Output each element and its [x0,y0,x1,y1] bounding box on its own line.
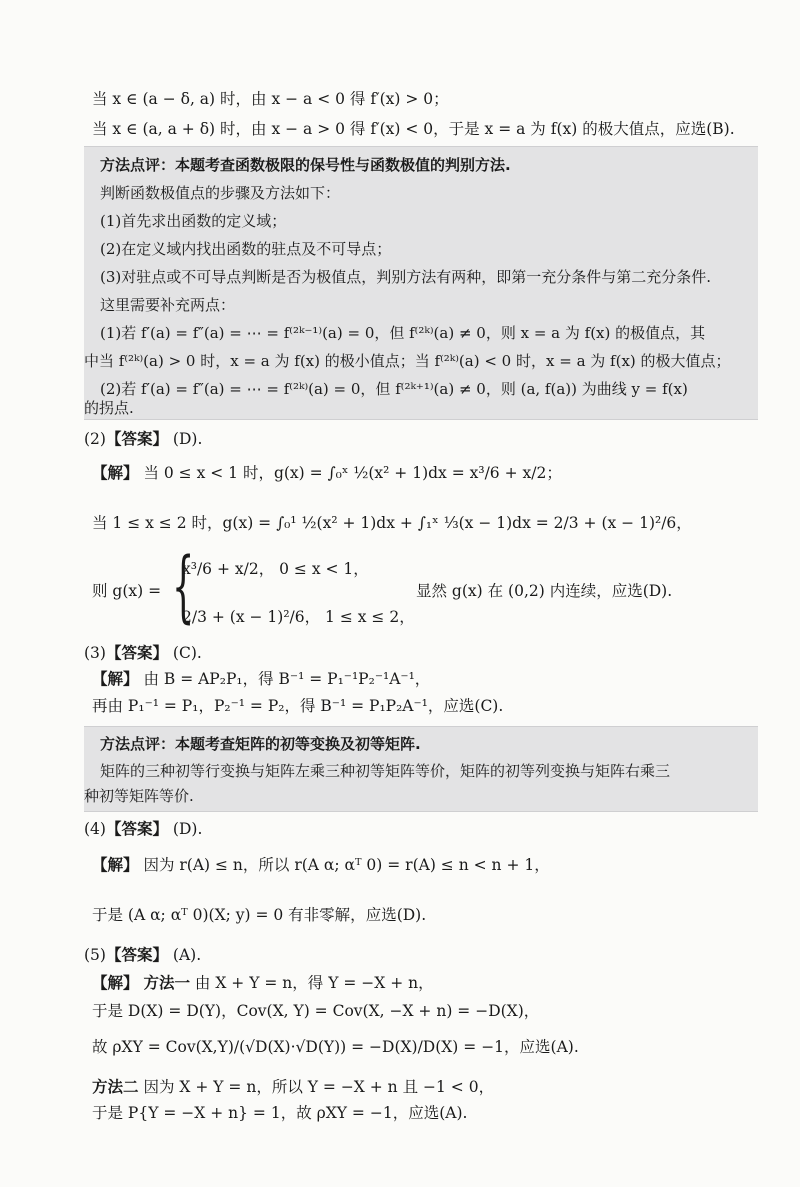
answer-line [84,642,202,664]
question-number: (5) [84,946,106,964]
question-number: (2) [84,430,106,448]
method-label: 方法一 [143,974,190,992]
top-line-2: 当 x ∈ (a, a + δ) 时，由 x − a > 0 得 f′(x) < 0，于是 x = a 为 f(x) 的极大值点，应选(B). [92,120,735,138]
answer-line [84,428,202,450]
solution-label: 【解】 [92,670,139,688]
answer-label: 【答案】 [105,820,168,838]
solution-text: 由 X + Y = n，得 Y = −X + n， [194,974,434,992]
solution-label: 【解】 [92,974,139,992]
method-comment-box-2 [84,726,758,812]
solution-line-2: 于是 (A α; αᵀ 0)(X; y) = 0 有非零解，应选(D). [92,906,427,924]
comment-text: (1)首先求出函数的定义域； [100,212,287,230]
solution-line-1 [92,972,434,994]
solution-label: 【解】 [92,856,139,874]
solution-line-3: 故 ρXY = Cov(X,Y)/(√D(X)·√D(Y)) = −D(X)/D(X) = −1，应选(A). [92,1038,579,1056]
question-number: (4) [84,820,106,838]
solution-text: 当 0 ≤ x < 1 时，g(x) = ∫₀ˣ ½(x² + 1)dx = x³/6 + x/2； [143,464,562,482]
comment-text: (1)若 f′(a) = f″(a) = ⋯ = f⁽²ᵏ⁻¹⁾(a) = 0，但 f⁽²ᵏ⁾(a) ≠ 0，则 x = a 为 f(x) 的极值点，其 [100,324,706,342]
question-number: (3) [84,644,106,662]
left-brace: { [172,542,195,632]
answer-value: (D). [172,430,203,448]
comment-text: (2)在定义域内找出函数的驻点及不可导点； [100,240,392,258]
answer-label: 【答案】 [105,946,168,964]
method-label: 方法二 [92,1078,139,1096]
method-comment-box-1 [84,146,758,420]
solution-text: 因为 X + Y = n，所以 Y = −X + n 且 −1 < 0， [143,1078,495,1096]
solution-line-2: 于是 D(X) = D(Y)，Cov(X, Y) = Cov(X, −X + n) = −D(X)， [92,1002,540,1020]
comment-title: 方法点评：本题考查矩阵的初等变换及初等矩阵. [100,735,421,753]
solution-label: 【解】 [92,464,139,482]
answer-value: (D). [172,820,203,838]
solution-line-1 [92,854,550,876]
piecewise-case-1: x³/6 + x/2， 0 ≤ x < 1， [182,560,369,578]
solution-line-1 [92,668,430,690]
answer-value: (A). [172,946,202,964]
answer-value: (C). [172,644,202,662]
comment-text: 判断函数极值点的步骤及方法如下： [100,184,341,202]
answer-label: 【答案】 [105,644,168,662]
comment-text: 种初等矩阵等价. [84,787,194,805]
comment-text: 中当 f⁽²ᵏ⁾(a) > 0 时，x = a 为 f(x) 的极小值点；当 f⁽²ᵏ⁾(a) < 0 时，x = a 为 f(x) 的极大值点； [84,352,731,370]
comment-text: (3)对驻点或不可导点判断是否为极值点，判别方法有两种，即第一充分条件与第二充分条件. [100,268,712,286]
piecewise-prefix: 则 g(x) = [92,582,162,600]
solution-text: 因为 r(A) ≤ n，所以 r(A α; αᵀ 0) = r(A) ≤ n < n + 1， [143,856,550,874]
solution-line-2: 再由 P₁⁻¹ = P₁，P₂⁻¹ = P₂，得 B⁻¹ = P₁P₂A⁻¹，应选(C). [92,697,504,715]
comment-title: 方法点评：本题考查函数极限的保号性与函数极值的判别方法. [100,156,511,174]
comment-text: 矩阵的三种初等行变换与矩阵左乘三种初等矩阵等价，矩阵的初等列变换与矩阵右乘三 [100,762,671,780]
solution-line-1 [92,462,562,484]
solution-text: 由 B = AP₂P₁，得 B⁻¹ = P₁⁻¹P₂⁻¹A⁻¹， [143,670,431,688]
solution-line-2: 当 1 ≤ x ≤ 2 时，g(x) = ∫₀¹ ½(x² + 1)dx + ∫₁ˣ ⅓(x − 1)dx = 2/3 + (x − 1)²/6， [92,514,692,532]
solution-line-4 [92,1076,494,1098]
comment-text: 的拐点. [84,399,134,417]
piecewise-case-2: 2/3 + (x − 1)²/6， 1 ≤ x ≤ 2， [182,608,415,626]
comment-text: 这里需要补充两点： [100,296,236,314]
piecewise-suffix: 显然 g(x) 在 (0,2) 内连续，应选(D). [416,582,673,600]
answer-line [84,944,201,966]
comment-text: (2)若 f′(a) = f″(a) = ⋯ = f⁽²ᵏ⁾(a) = 0，但 f⁽²ᵏ⁺¹⁾(a) ≠ 0，则 (a, f(a)) 为曲线 y = f(x) [100,380,688,398]
solution-line-5: 于是 P{Y = −X + n} = 1，故 ρXY = −1，应选(A). [92,1104,468,1122]
answer-line [84,818,202,840]
top-line-1: 当 x ∈ (a − δ, a) 时，由 x − a < 0 得 f′(x) > 0； [92,90,449,108]
answer-label: 【答案】 [105,430,168,448]
